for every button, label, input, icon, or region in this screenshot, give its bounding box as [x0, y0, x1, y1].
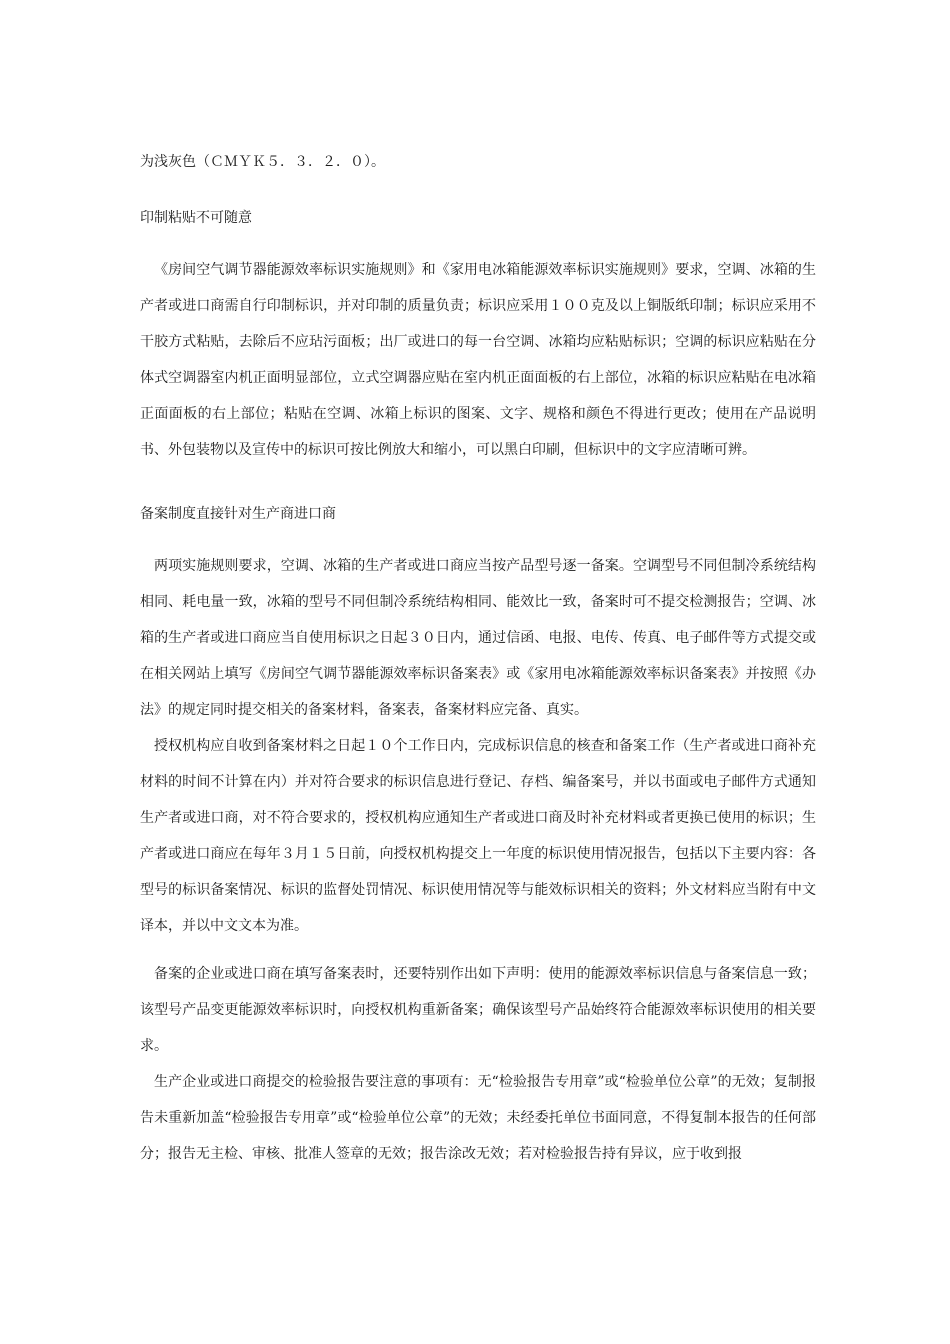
section-heading-filing: 备案制度直接针对生产商进口商: [140, 506, 336, 522]
paragraph-declaration: 备案的企业或进口商在填写备案表时，还要特别作出如下声明：使用的能源效率标识信息与备案信息一致；该型号产品变更能源效率标识时，向授权机构重新备案；确保该型号产品始终符合能源效率标识使用的相关要求。: [140, 966, 816, 1054]
section-heading-printing: 印制粘贴不可随意: [140, 210, 252, 226]
paragraph-authority-review: 授权机构应自收到备案材料之日起１０个工作日内，完成标识信息的核查和备案工作（生产者或进口商补充材料的时间不计算在内）并对符合要求的标识信息进行登记、存档、编备案号，并以书面或电子邮件方式通知生产者或进口商，对不符合要求的，授权机构应通知生产者或进口商及时补充材料或者更换已使用的标识；生产者或进口商应在每年３月１５日前，向授权机构提交上一年度的标识使用情况报告，包括以下主要内容：各型号的标识备案情况、标识的监督处罚情况、标识使用情况等与能效标识相关的资料；外文材料应当附有中文译本，并以中文文本为准。: [140, 738, 816, 934]
paragraph-printing-rules: 《房间空气调节器能源效率标识实施规则》和《家用电冰箱能源效率标识实施规则》要求，空调、冰箱的生产者或进口商需自行印制标识，并对印制的质量负责；标识应采用１００克及以上铜版纸印制；标识应采用不干胶方式粘贴，去除后不应玷污面板；出厂或进口的每一台空调、冰箱均应粘贴标识；空调的标识应粘贴在分体式空调器室内机正面明显部位，立式空调器应贴在室内机正面面板的右上部位，冰箱的标识应粘贴在电冰箱正面面板的右上部位；粘贴在空调、冰箱上标识的图案、文字、规格和颜色不得进行更改；使用在产品说明书、外包装物以及宣传中的标识可按比例放大和缩小，可以黑白印刷，但标识中的文字应清晰可辨。: [140, 262, 816, 458]
paragraph-filing-requirements: 两项实施规则要求，空调、冰箱的生产者或进口商应当按产品型号逐一备案。空调型号不同但制冷系统结构相同、耗电量一致，冰箱的型号不同但制冷系统结构相同、能效比一致，备案时可不提交检测报告；空调、冰箱的生产者或进口商应当自使用标识之日起３０日内，通过信函、电报、电传、传真、电子邮件等方式提交或在相关网站上填写《房间空气调节器能源效率标识备案表》或《家用电冰箱能源效率标识备案表》并按照《办法》的规定同时提交相关的备案材料，备案表，备案材料应完备、真实。: [140, 558, 816, 718]
paragraph-test-report-notes: 生产企业或进口商提交的检验报告要注意的事项有：无“检验报告专用章”或“检验单位公章”的无效；复制报告未重新加盖“检验报告专用章”或“检验单位公章”的无效；未经委托单位书面同意，不得复制本报告的任何部分；报告无主检、审核、批准人签章的无效；报告涂改无效；若对检验报告持有异议，应于收到报: [140, 1074, 816, 1162]
text-line-top: 为浅灰色（ＣＭＹＫ５．３．２．０）。: [140, 154, 385, 170]
